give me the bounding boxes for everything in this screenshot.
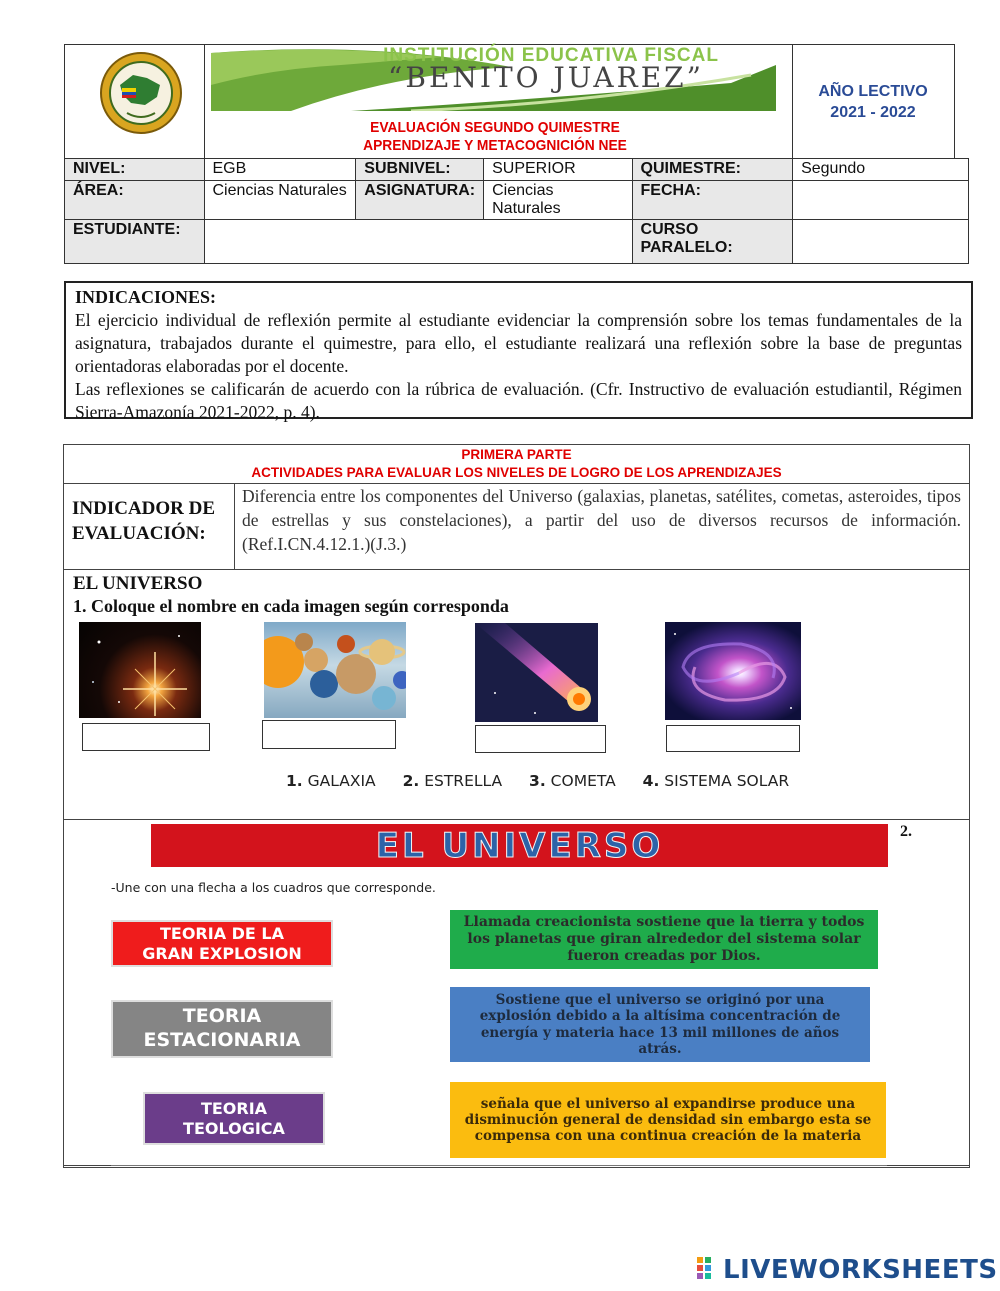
evaluation-line-2: APRENDIZAJE Y METACOGNICIÓN NEE [363,137,627,154]
nivel-value: EGB [204,159,356,181]
header-block [64,44,955,159]
institution-banner [211,45,776,111]
solar-system-image [264,622,406,718]
liveworksheets-logo[interactable] [697,1255,998,1285]
liveworksheets-brand: LIVEWORKSHEETS [723,1255,998,1285]
subnivel-value: SUPERIOR [484,159,632,181]
star-sparkle-icon [79,622,201,718]
school-logo-cell [65,45,205,158]
description-creationist-box[interactable]: Llamada creacionista sostiene que la tierra y todos los planetas que giran alrededor del sistema solar fueron creadas por Dios. [450,910,878,969]
option-3: 3. COMETA [529,772,616,790]
theory-theological-line2: TEOLOGICA [183,1118,285,1138]
area-value: Ciencias Naturales [204,181,356,220]
institution-line: INSTITUCIÓN EDUCATIVA FISCAL [383,45,719,66]
answer-box-4[interactable] [666,725,800,752]
evaluation-title [293,119,698,155]
asignatura-label: ASIGNATURA: [356,181,484,220]
school-crest-icon [65,45,205,158]
indications-paragraph-1: El ejercicio individual de reflexión permite al estudiante evidenciar la comprensión sobre los temas fundamentales de la asignatura, trabajados durante el quimestre, para ello, el estudiante realizará una reflexión sobre la base de preguntas orientadoras elaboradas por el docente. [75,310,962,376]
bottom-rule-center [111,1165,887,1166]
estudiante-field[interactable] [204,220,632,264]
indications-paragraph-2: Las reflexiones se calificarán de acuerdo con la rúbrica de evaluación. (Cfr. Instructivo de evaluación estudiantil, Régimen Sierra-Amazonía 2021-2022, p. 4). [75,379,962,422]
bottom-rule-right [887,1165,969,1166]
part1-heading [64,445,969,483]
bottom-rule-left [64,1165,111,1166]
part1-title: PRIMERA PARTE [461,447,572,462]
option-4: 4. SISTEMA SOLAR [642,772,790,790]
paralelo-label: PARALELO: [640,239,733,256]
year-label: AÑO LECTIVO [818,83,928,100]
section-divider [64,819,969,820]
school-year-cell [792,45,954,158]
universe-banner [151,824,888,867]
comet-icon [475,623,598,722]
answer-box-1[interactable] [82,723,210,751]
galaxy-image [665,622,801,720]
matching-instruction: -Une con una flecha a los cuadros que corresponde. [111,880,436,895]
answer-box-3[interactable] [475,725,606,753]
fecha-label: FECHA: [632,181,793,220]
theory-stationary-line1: TEORIA [182,1005,262,1028]
asignatura-value: Ciencias Naturales [484,181,632,220]
theory-big-bang-line1: TEORIA DE LA [159,923,284,943]
liveworksheets-icon [697,1257,719,1283]
quimestre-label: QUIMESTRE: [632,159,793,181]
universe-banner-text: EL UNIVERSO [375,826,664,866]
theory-theological-line1: TEORIA [200,1098,268,1118]
quimestre-value: Segundo [793,159,969,181]
options-list [286,772,811,790]
nivel-label: NIVEL: [65,159,205,181]
star-image [79,622,201,718]
indicator-row [64,483,969,570]
option-1: 1. GALAXIA [286,772,376,790]
answer-box-2[interactable] [262,720,396,749]
option-2: 2. ESTRELLA [402,772,503,790]
description-explosion-box[interactable]: Sostiene que el universo se originó por una explosión debido a la altísima concentración de energía y materia hace 13 mil millones de años atrás. [450,987,870,1062]
institution-name: “BENITO JUAREZ” [388,61,704,94]
subnivel-label: SUBNIVEL: [356,159,484,181]
indications-title: INDICACIONES: [75,287,217,307]
indicator-label: INDICADOR DE EVALUACIÓN: [64,484,235,569]
theory-big-bang-line2: GRAN EXPLOSION [142,943,302,963]
description-expansion-box[interactable]: señala que el universo al expandirse produce una disminución general de densidad sin embargo esta se compensa con una continua creación de la materia [450,1082,886,1158]
question-2-number: 2. [900,823,912,840]
section-title: EL UNIVERSO [73,573,203,594]
theory-big-bang-box[interactable] [111,920,333,967]
indications-box [64,281,973,422]
part1-subtitle: ACTIVIDADES PARA EVALUAR LOS NIVELES DE LOGRO DE LOS APRENDIZAJES [251,465,782,480]
student-info-table [64,158,969,264]
curso-paralelo-label [632,220,793,264]
comet-image [475,623,598,722]
estudiante-label: ESTUDIANTE: [65,220,205,264]
question-1: 1. Coloque el nombre en cada imagen según corresponda [73,596,509,616]
theory-theological-box[interactable] [143,1092,325,1145]
indicator-text: Diferencia entre los componentes del Universo (galaxias, planetas, satélites, cometas, asteroides, tipos de estrellas y sus constelaciones), a partir del uso de diversos recursos de información. (Ref.I.CN.4.12.1.)(J.3.) [242,486,961,554]
activities-frame [63,444,970,1168]
curso-field[interactable] [793,220,969,264]
theory-stationary-box[interactable] [111,1000,333,1058]
fecha-field[interactable] [793,181,969,220]
theory-stationary-line2: ESTACIONARIA [143,1029,301,1051]
galaxy-spiral-icon [665,622,801,720]
curso-label: CURSO [640,221,699,238]
planets-icon [264,622,406,718]
year-value: 2021 - 2022 [830,104,916,121]
area-label: ÁREA: [65,181,205,220]
evaluation-line-1: EVALUACIÓN SEGUNDO QUIMESTRE [370,119,620,136]
